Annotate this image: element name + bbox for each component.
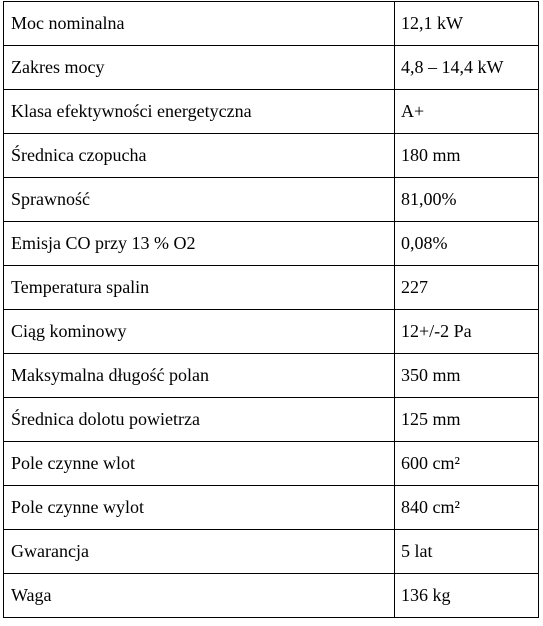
spec-value: 81,00% xyxy=(395,178,539,222)
spec-label: Sprawność xyxy=(4,178,395,222)
table-row xyxy=(4,398,539,442)
spec-label: Pole czynne wlot xyxy=(4,442,395,486)
spec-label: Średnica dolotu powietrza xyxy=(4,398,395,442)
table-row xyxy=(4,354,539,398)
spec-label: Zakres mocy xyxy=(4,46,395,90)
spec-value: 125 mm xyxy=(395,398,539,442)
spec-label: Emisja CO przy 13 % O2 xyxy=(4,222,395,266)
spec-value: A+ xyxy=(395,90,539,134)
spec-label: Maksymalna długość polan xyxy=(4,354,395,398)
spec-label: Gwarancja xyxy=(4,530,395,574)
spec-value: 136 kg xyxy=(395,574,539,618)
specification-table-body xyxy=(4,2,539,618)
table-row xyxy=(4,178,539,222)
table-row xyxy=(4,486,539,530)
table-row xyxy=(4,266,539,310)
table-row xyxy=(4,310,539,354)
spec-value: 4,8 – 14,4 kW xyxy=(395,46,539,90)
specification-table xyxy=(3,1,539,618)
table-row xyxy=(4,134,539,178)
table-row xyxy=(4,90,539,134)
spec-value: 180 mm xyxy=(395,134,539,178)
table-row xyxy=(4,442,539,486)
spec-label: Pole czynne wylot xyxy=(4,486,395,530)
table-row xyxy=(4,46,539,90)
spec-value: 227 xyxy=(395,266,539,310)
spec-value: 0,08% xyxy=(395,222,539,266)
spec-value: 350 mm xyxy=(395,354,539,398)
spec-value: 12,1 kW xyxy=(395,2,539,46)
spec-value: 600 cm² xyxy=(395,442,539,486)
table-row xyxy=(4,2,539,46)
spec-value: 5 lat xyxy=(395,530,539,574)
spec-label: Waga xyxy=(4,574,395,618)
spec-label: Klasa efektywności energetyczna xyxy=(4,90,395,134)
table-row xyxy=(4,530,539,574)
table-row xyxy=(4,574,539,618)
spec-label: Temperatura spalin xyxy=(4,266,395,310)
spec-value: 12+/-2 Pa xyxy=(395,310,539,354)
spec-label: Ciąg kominowy xyxy=(4,310,395,354)
table-row xyxy=(4,222,539,266)
spec-label: Moc nominalna xyxy=(4,2,395,46)
spec-value: 840 cm² xyxy=(395,486,539,530)
spec-label: Średnica czopucha xyxy=(4,134,395,178)
